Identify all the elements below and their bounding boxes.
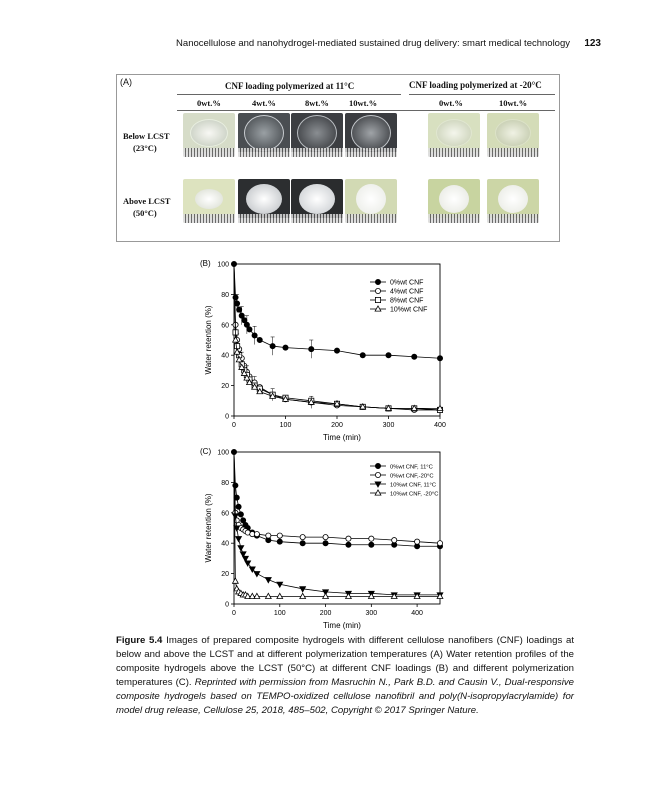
caption-text: Images of prepared composite hydrogels with different cellulose nanofibers (CNF) loadings at below and above the LCST and at different polymerization temperatures (A) Water retention profiles of the composite hydrogels above the LCST (50°C) at different CNF loadings (B) and different polymerization temperatures (C). — [116, 635, 574, 688]
chart-c-point-s2 — [254, 572, 260, 577]
chart-b-legend-label-1: 4%wt CNF — [390, 288, 424, 296]
chart-c-legend-label-0: 0%wt CNF, 11°C — [390, 464, 433, 471]
photo-below-10wt-11 — [345, 113, 397, 157]
chart-c-point-s0 — [236, 504, 241, 509]
group1-title: CNF loading polymerized at 11°C — [225, 81, 355, 91]
chart-b-xtick-label: 200 — [331, 422, 343, 429]
group2-title: CNF loading polymerized at -20°C — [409, 80, 542, 90]
chart-c-legend-label-1: 0%wt CNF,-20°C — [390, 473, 434, 480]
row-below-lcst-label: Below LCST — [123, 131, 170, 141]
chart-c-xtick-label: 0 — [232, 610, 236, 617]
chart-b-point-s0 — [360, 353, 365, 358]
chart-c-point-s3 — [265, 593, 271, 598]
chart-c-point-s1 — [323, 535, 328, 540]
chart-b-legend-marker-2 — [375, 297, 380, 302]
chart-c-xtick-label: 300 — [365, 610, 378, 617]
panel-a-photo-grid — [116, 74, 560, 242]
chart-c-xtick-label: 400 — [411, 610, 423, 617]
running-header — [0, 38, 648, 52]
chart-c-point-s1 — [392, 538, 397, 543]
chart-c-legend-marker-2 — [375, 482, 381, 487]
chart-c-legend-label-2: 10%wt CNF, 11°C — [390, 482, 437, 489]
group1-underline — [177, 94, 401, 95]
chart-b-point-s0 — [334, 348, 339, 353]
chart-b-ytick-label: 20 — [221, 383, 229, 391]
chart-b-ytick-label: 40 — [221, 352, 229, 360]
chart-b-point-s0 — [386, 353, 391, 358]
chart-b-point-s2 — [234, 343, 239, 348]
chart-b-xtick-label: 100 — [279, 422, 292, 429]
chart-b-ytick-label: 60 — [221, 322, 229, 330]
chart-c-ytick-label: 80 — [221, 479, 229, 487]
chart-c-legend-label-3: 10%wt CNF, -20°C — [390, 491, 439, 498]
chart-b-legend-label-0: 0%wt CNF — [390, 279, 424, 287]
chart-b-point-s0 — [412, 354, 417, 359]
row-above-lcst-temp: (50°C) — [133, 208, 157, 218]
chart-c-point-s0 — [369, 542, 374, 547]
photo-below-10wt-m20 — [487, 113, 539, 157]
chart-c-point-s1 — [300, 535, 305, 540]
chart-c-point-s1 — [415, 539, 420, 544]
group2-underline — [409, 94, 555, 95]
row-below-lcst-temp: (23°C) — [133, 143, 157, 153]
chart-b-legend-label-2: 8%wt CNF — [390, 297, 424, 305]
col-4wt-11: 4wt.% — [252, 98, 276, 108]
chart-c-ytick-label: 100 — [217, 449, 229, 457]
chart-c-point-s3 — [346, 593, 352, 598]
chart-b-point-s0 — [437, 356, 442, 361]
chart-b-legend-marker-0 — [375, 279, 380, 284]
chart-c-xlabel: Time (min) — [323, 621, 361, 630]
photo-above-4wt-11 — [238, 179, 290, 223]
chart-c-point-s3 — [232, 578, 238, 583]
col-10wt-11: 10wt.% — [349, 98, 378, 108]
chart-b-point-s0 — [309, 347, 314, 352]
chart-b — [190, 250, 470, 445]
caption-credit: Reprinted with permission from Masruchin N., Park B.D. and Causin V., Dual-responsive composite hydrogels based on TEMPO-oxidized cellulose nanofibril and poly(N-isopropylacrylamide) for model drug release, Cellulose 25, 2018, 485–502, Copyright © 2017 Springer Nature. — [116, 677, 574, 716]
chart-c-point-s0 — [300, 541, 305, 546]
photo-above-0wt-m20 — [428, 179, 480, 223]
chart-c-label: (C) — [200, 447, 212, 456]
chart-b-legend-marker-1 — [375, 288, 380, 293]
chart-c-point-s1 — [346, 536, 351, 541]
chart-c-xtick-label: 100 — [273, 610, 286, 617]
chart-b-xtick-label: 400 — [434, 422, 446, 429]
chart-b-label: (B) — [200, 259, 211, 268]
chart-b-legend-label-3: 10%wt CNF — [390, 306, 428, 314]
chart-c-point-s1 — [277, 533, 282, 538]
chart-b-ytick-label: 0 — [225, 413, 229, 421]
chart-c-point-s3 — [368, 593, 374, 598]
chart-c-point-s3 — [323, 593, 329, 598]
chart-c-point-s1 — [369, 536, 374, 541]
chart-c-point-s0 — [346, 542, 351, 547]
row-above-lcst-label: Above LCST — [123, 196, 171, 206]
figure-caption — [116, 634, 574, 718]
chart-b-ylabel: Water retention (%) — [204, 305, 213, 375]
chart-b-point-s0 — [283, 345, 288, 350]
chart-c-ytick-label: 40 — [221, 540, 229, 548]
chart-c-point-s0 — [323, 541, 328, 546]
chart-c-point-s2 — [236, 537, 242, 542]
chart-c-legend-marker-0 — [375, 463, 380, 468]
chart-b-point-s0 — [247, 327, 252, 332]
photo-below-8wt-11 — [291, 113, 343, 157]
caption-figure-label: Figure 5.4 — [116, 635, 163, 646]
chart-c-point-s0 — [277, 539, 282, 544]
chart-c — [190, 438, 470, 633]
chart-c-ytick-label: 20 — [221, 571, 229, 579]
chart-c-point-s0 — [233, 483, 238, 488]
chart-b-xlabel: Time (min) — [323, 433, 361, 442]
photo-below-0wt-m20 — [428, 113, 480, 157]
chart-b-point-s0 — [237, 307, 242, 312]
chart-c-point-s1 — [266, 533, 271, 538]
chart-b-ytick-label: 80 — [221, 291, 229, 299]
photo-above-8wt-11 — [291, 179, 343, 223]
photo-above-10wt-m20 — [487, 179, 539, 223]
chart-b-point-s0 — [233, 295, 238, 300]
photo-below-0wt-11 — [183, 113, 235, 157]
chart-b-xtick-label: 300 — [382, 422, 395, 429]
chart-c-ytick-label: 60 — [221, 510, 229, 518]
chart-c-xtick-label: 200 — [319, 610, 332, 617]
panel-a-label: (A) — [120, 77, 132, 87]
photo-above-0wt-11 — [183, 179, 235, 223]
running-title: Nanocellulose and nanohydrogel-mediated sustained drug delivery: smart medical technology — [176, 38, 570, 49]
chart-b-ytick-label: 100 — [217, 261, 229, 269]
col-8wt-11: 8wt.% — [305, 98, 329, 108]
page-number: 123 — [584, 38, 601, 49]
chart-c-legend-marker-1 — [375, 472, 380, 477]
chart-b-point-s0 — [252, 333, 257, 338]
chart-c-point-s3 — [300, 593, 306, 598]
chart-c-ylabel: Water retention (%) — [204, 493, 213, 563]
chart-c-legend-marker-3 — [375, 490, 381, 495]
chart-b-legend-marker-3 — [375, 306, 381, 311]
chart-b-xtick-label: 0 — [232, 422, 236, 429]
photo-below-4wt-11 — [238, 113, 290, 157]
chart-c-point-s1 — [254, 531, 259, 536]
col-10wt-m20: 10wt.% — [499, 98, 528, 108]
chart-c-point-s2 — [238, 546, 244, 551]
chart-c-point-s0 — [238, 512, 243, 517]
columns-underline — [177, 110, 555, 111]
col-0wt-11: 0wt.% — [197, 98, 221, 108]
photo-above-10wt-11 — [345, 179, 397, 223]
chart-c-point-s1 — [437, 541, 442, 546]
chart-c-point-s3 — [277, 593, 283, 598]
chart-b-point-s0 — [257, 337, 262, 342]
chart-c-ytick-label: 0 — [225, 601, 229, 609]
col-0wt-m20: 0wt.% — [439, 98, 463, 108]
chart-b-point-s0 — [270, 343, 275, 348]
chart-c-point-s3 — [254, 593, 260, 598]
